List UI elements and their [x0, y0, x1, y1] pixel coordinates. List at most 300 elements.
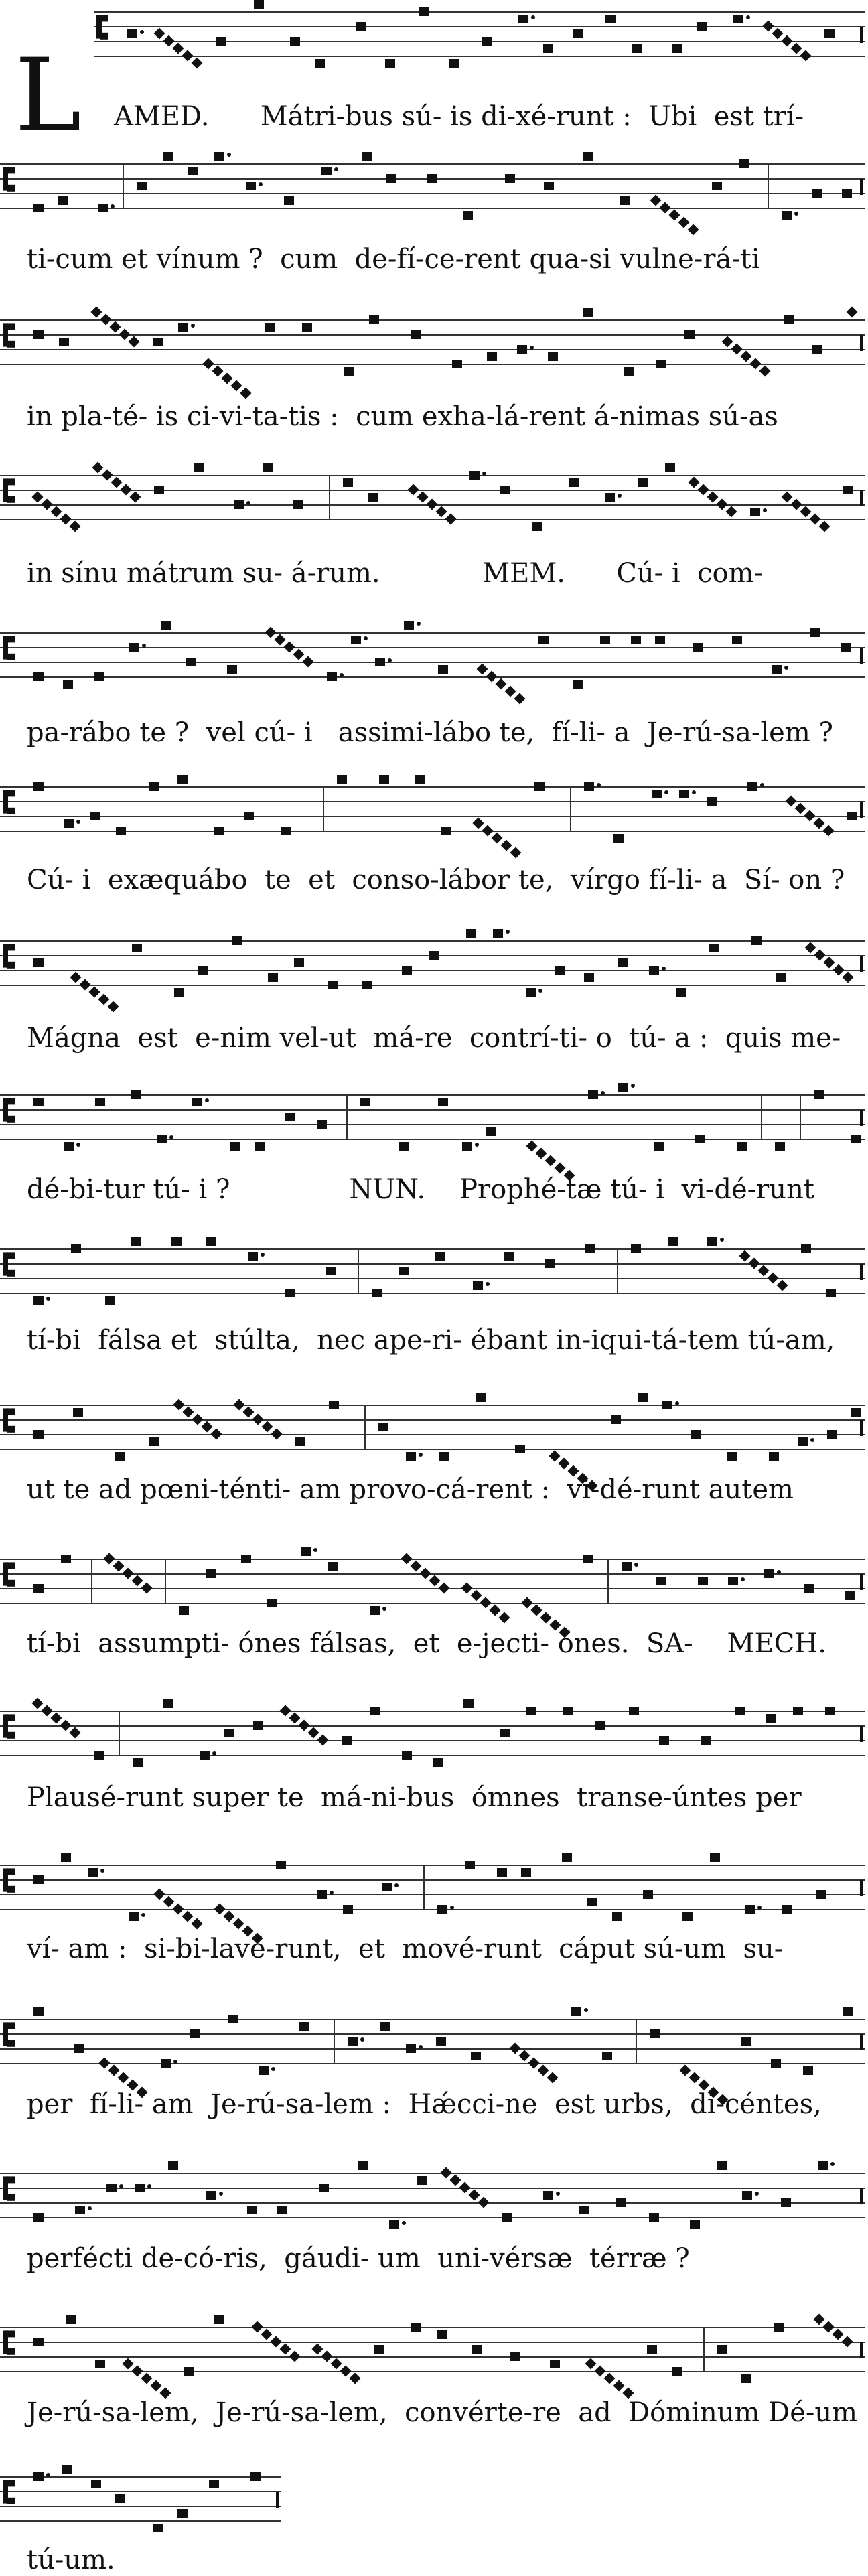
neume-diamond [417, 492, 429, 503]
neume-note [605, 15, 616, 23]
neume-dot [664, 790, 668, 794]
neume-note [294, 958, 304, 967]
neume-diamond [585, 2358, 597, 2370]
neume-note [510, 2352, 520, 2361]
neume-diamond [401, 1553, 413, 1565]
lyric-line-16: Je-rú-sa-lem, Je-rú-sa-lem, convérte-re ad Dóminum Dé-um [27, 2397, 858, 2428]
neume-note [532, 522, 542, 531]
neume-note [728, 1577, 738, 1585]
lyric-line-2: ti-cum et vínum ? cum de-fí-ce-rent qua-si vulne-rá-ti [27, 244, 760, 275]
neume-diamond [141, 2373, 153, 2384]
neume-dot [417, 622, 421, 626]
neume-note [600, 636, 610, 644]
neume-note [698, 1577, 708, 1585]
neume-note [302, 323, 312, 332]
neume-diamond [843, 972, 854, 983]
neume-note [438, 1098, 448, 1106]
neume-note [526, 1707, 536, 1715]
neume-dot [219, 2192, 223, 2196]
neume-diamond [842, 2336, 853, 2348]
neume-dot [757, 1906, 762, 1910]
neume-note [812, 189, 822, 198]
neume-diamond [604, 2373, 616, 2384]
neume-note [654, 1142, 664, 1151]
neume-note [321, 167, 332, 175]
neume-note [620, 196, 630, 205]
neume-note [327, 672, 337, 681]
neume-note [784, 315, 794, 324]
neume-diamond [795, 803, 806, 814]
neume-diamond [151, 2380, 162, 2392]
clef-head [7, 1868, 15, 1875]
neume-note [351, 636, 361, 644]
clef-head [7, 2498, 15, 2504]
neume-dot [360, 2037, 364, 2042]
neume-note [375, 658, 385, 666]
neume-note [739, 159, 749, 168]
neume-note [378, 1423, 388, 1431]
custos [860, 2188, 863, 2204]
neume-note [227, 665, 237, 674]
neume-note [285, 1289, 295, 1297]
neume-diamond [805, 942, 816, 954]
neume-diamond [234, 1399, 245, 1411]
neume-note [66, 2315, 76, 2324]
neume-diamond [678, 217, 690, 228]
neume-diamond [182, 1911, 194, 1922]
neume-diamond [445, 514, 457, 525]
neume-diamond [70, 1727, 81, 1739]
neume-dot [486, 1282, 490, 1286]
neume-diamond [411, 1561, 422, 1572]
neume-diamond [80, 979, 91, 991]
neume-note [277, 2206, 287, 2214]
neume-note [602, 2052, 612, 2060]
neume-note [299, 2022, 309, 2031]
neume-diamond [32, 492, 44, 503]
neume-diamond [252, 1414, 264, 1425]
neume-note [105, 1296, 115, 1305]
neume-diamond [791, 499, 802, 510]
neume-diamond [275, 634, 286, 646]
clef-head [7, 167, 15, 173]
neume-note [476, 1393, 486, 1402]
neume-diamond [814, 2314, 825, 2325]
neume-note [500, 486, 510, 494]
neume-diamond [280, 1705, 291, 1717]
neume-note [436, 2037, 446, 2046]
neume-diamond [262, 1421, 273, 1433]
neume-dot [46, 2473, 50, 2477]
clef-head [7, 323, 15, 330]
neume-note [622, 1562, 632, 1571]
neume-note [682, 1912, 693, 1921]
neume-note [662, 1401, 672, 1409]
neume-note [751, 936, 762, 945]
neume-note [171, 1237, 182, 1246]
neume-note [259, 2066, 269, 2075]
neume-dot [330, 1891, 334, 1895]
neume-diamond [492, 833, 503, 844]
neume-dot [830, 2162, 835, 2166]
neume-note [344, 367, 354, 376]
neume-note [370, 1606, 380, 1615]
neume-diamond [293, 649, 305, 660]
neume-note [285, 1113, 295, 1121]
neume-note [153, 338, 163, 346]
neume-note [656, 1577, 666, 1585]
neume-diamond [786, 796, 797, 807]
neume-dot [530, 346, 534, 350]
neume-dot [784, 666, 788, 670]
neume-dot [205, 1098, 209, 1102]
neume-diamond [60, 1720, 72, 1731]
neume-note [382, 1883, 392, 1891]
neume-note [188, 167, 198, 175]
neume-diamond [108, 1001, 119, 1013]
neume-diamond [42, 1705, 53, 1717]
neume-note [843, 2007, 853, 2016]
neume-note [463, 1699, 474, 1708]
neume-dot [634, 1563, 638, 1567]
neume-note [587, 1898, 597, 1906]
neume-diamond [496, 678, 507, 690]
clef-head [7, 2348, 15, 2355]
neume-diamond [183, 1407, 194, 1418]
neume-diamond [833, 964, 845, 976]
neume-note [717, 2161, 727, 2170]
neume-note [618, 958, 628, 967]
neume-note [61, 1555, 71, 1563]
neume-note [406, 2044, 416, 2053]
neume-diamond [141, 1583, 153, 1594]
neume-diamond [669, 210, 680, 221]
neume-note [328, 981, 338, 989]
neume-note [486, 1127, 496, 1136]
neume-note [59, 338, 69, 346]
lyric-line-12: Plausé-runt super te má-ni-bus ómnes transe-úntes per [27, 1782, 802, 1813]
neume-note [493, 929, 503, 938]
neume-diamond [132, 1575, 143, 1587]
neume-note [429, 951, 439, 960]
neume-note [206, 1237, 216, 1246]
neume-dot [100, 1869, 104, 1873]
neume-dot [261, 1253, 265, 1257]
neume-note [206, 2191, 216, 2200]
neume-diamond [758, 1265, 770, 1277]
neume-diamond [123, 1568, 134, 1579]
custos [860, 1726, 863, 1742]
clef-head [7, 1098, 15, 1104]
neume-diamond [528, 2058, 540, 2069]
neume-note [116, 827, 126, 835]
neume-note [851, 1135, 861, 1143]
neume-note [228, 2015, 238, 2023]
neume-note [775, 1142, 785, 1151]
neume-note [168, 2161, 178, 2170]
neume-note [343, 478, 353, 487]
neume-note [246, 182, 256, 190]
clef-head [7, 2194, 15, 2201]
neume-note [465, 1861, 475, 1869]
neume-note [595, 1721, 605, 1730]
neume-diamond [192, 1414, 204, 1425]
neume-note [693, 643, 703, 652]
neume-diamond [240, 388, 252, 399]
lyric-line-15: perfécti de-có-ris, gáudi- um uni-vérsæ térræ ? [27, 2243, 690, 2274]
neume-diamond [660, 202, 671, 214]
neume-diamond [224, 1911, 235, 1922]
neume-diamond [717, 499, 728, 510]
neume-dot [402, 2221, 406, 2225]
neume-note [487, 352, 497, 361]
clef-head [7, 1886, 15, 1893]
neume-diamond [299, 1720, 310, 1731]
neume-note [33, 1430, 44, 1439]
neume-note [247, 2206, 257, 2214]
neume-note [216, 37, 226, 46]
neume-diamond [763, 21, 774, 32]
neume-note [64, 1142, 74, 1151]
neume-note [94, 1751, 104, 1760]
clef-head [7, 185, 15, 192]
neume-note [505, 174, 515, 183]
neume-diamond [814, 818, 825, 829]
neume-dot [556, 2192, 560, 2196]
neume-note [847, 812, 857, 820]
clef-head [7, 654, 15, 660]
neume-dot [169, 1135, 173, 1139]
neume-note [64, 819, 74, 828]
neume-note [613, 834, 624, 843]
custos [860, 2034, 863, 2050]
neume-diamond [814, 950, 826, 961]
neume-note [769, 1452, 779, 1461]
neume-note [668, 1237, 678, 1246]
neume-note [265, 323, 275, 332]
neume-note [550, 2360, 560, 2368]
neume-note [399, 1142, 409, 1151]
neume-note [690, 2220, 700, 2229]
neume-note [655, 636, 665, 644]
neume-diamond [231, 380, 242, 392]
neume-note [337, 775, 347, 784]
neume-note [360, 1098, 370, 1106]
neume-dot [755, 2192, 759, 2196]
clef-head [7, 1426, 15, 1433]
neume-note [94, 672, 104, 681]
neume-note [179, 1606, 189, 1615]
neume-note [816, 1890, 826, 1899]
neume-dot [271, 2067, 275, 2071]
neume-note [281, 827, 291, 835]
neume-note [33, 2007, 44, 2016]
neume-note [473, 1281, 483, 1290]
neume-diamond [436, 506, 447, 518]
neume-diamond [760, 366, 771, 377]
neume-note [500, 1729, 510, 1737]
neume-note [497, 1868, 507, 1877]
neume-diamond [243, 1407, 255, 1418]
neume-dot [741, 1577, 745, 1581]
neume-note [115, 2494, 125, 2503]
neume-note [190, 2029, 200, 2038]
neume-note [588, 1090, 598, 1099]
neume-diamond [108, 2065, 120, 2076]
neume-note [342, 1736, 352, 1745]
neume-note [707, 797, 717, 806]
neume-note [504, 1252, 514, 1261]
neume-note [253, 1721, 263, 1730]
neume-note [845, 1591, 855, 1600]
neume-note [356, 22, 366, 31]
neume-note [33, 1875, 44, 1884]
custos [860, 335, 863, 351]
neume-dot [584, 2008, 588, 2012]
neume-diamond [510, 847, 522, 859]
neume-diamond [749, 1258, 760, 1269]
neume-note [583, 308, 593, 317]
neume-note [61, 1853, 71, 1862]
clef-head [7, 1270, 15, 1277]
neume-dot [394, 1883, 399, 1887]
neume-diamond [111, 477, 123, 488]
lyric-line-9: tí-bi fálsa et stúlta, nec ape-ri- ébant in-iqui-tá-tem tú-am, [27, 1325, 835, 1356]
neume-diamond [688, 224, 699, 236]
neume-diamond [545, 1155, 557, 1167]
neume-note [781, 2198, 791, 2207]
neume-note [133, 1758, 143, 1767]
neume-dot [662, 967, 666, 971]
neume-note [814, 1090, 824, 1099]
neume-note [526, 988, 536, 997]
neume-diamond [163, 35, 175, 47]
clef-head [7, 944, 15, 950]
neume-note [631, 636, 641, 644]
neume-dot [794, 212, 798, 216]
neume-note [818, 2161, 828, 2170]
neume-note [58, 196, 68, 205]
neume-note [319, 2184, 329, 2192]
neume-note [415, 775, 425, 784]
clef-head [7, 1580, 15, 1587]
neume-note [649, 2213, 659, 2222]
neume-note [88, 1868, 98, 1877]
neume-note [200, 1751, 210, 1760]
neume-diamond [777, 1280, 788, 1291]
neume-dot [763, 508, 767, 512]
neume-note [737, 1142, 747, 1151]
neume-note [33, 204, 44, 212]
neume-diamond [800, 506, 812, 518]
neume-note [362, 152, 372, 161]
neume-dot [746, 15, 750, 19]
neume-diamond [42, 499, 53, 510]
neume-diamond [441, 2167, 452, 2179]
neume-diamond [741, 351, 752, 362]
neume-note [824, 29, 835, 38]
clef-head [100, 15, 108, 21]
neume-dot [334, 167, 338, 171]
neume-note [284, 196, 294, 205]
neume-diamond [555, 1163, 566, 1174]
neume-note [317, 1120, 327, 1129]
neume-note [301, 1547, 311, 1556]
neume-diamond [439, 1583, 450, 1594]
neume-note [709, 944, 719, 952]
neume-note [437, 1905, 447, 1914]
neume-note [33, 2338, 44, 2346]
neume-diamond [549, 1451, 561, 1462]
neume-dot [506, 930, 510, 934]
neume-note [290, 37, 300, 46]
custos [860, 802, 863, 818]
neume-diamond [92, 462, 104, 474]
neume-diamond [782, 492, 793, 503]
neume-diamond [265, 627, 277, 638]
neume-note [33, 1098, 44, 1106]
clef-head [100, 33, 108, 40]
neume-diamond [261, 2329, 273, 2340]
neume-note [192, 1098, 202, 1106]
neume-diamond [280, 2344, 291, 2355]
neume-dot [760, 783, 764, 787]
neume-diamond [132, 2366, 143, 2377]
neume-note [605, 493, 615, 502]
neume-note [652, 790, 662, 798]
neume-note [695, 1135, 705, 1143]
neume-note [584, 782, 594, 791]
neume-dot [76, 820, 80, 824]
neume-note [441, 827, 451, 835]
neume-note [764, 1569, 774, 1578]
neume-diamond [182, 50, 194, 62]
neume-note [810, 628, 820, 637]
neume-diamond [123, 2358, 134, 2370]
neume-note [163, 152, 173, 161]
neume-note [437, 2330, 447, 2339]
neume-note [435, 1252, 445, 1261]
neume-dot [212, 1751, 216, 1756]
neume-note [616, 2198, 626, 2207]
neume-note [74, 2044, 84, 2053]
neume-diamond [478, 2197, 490, 2208]
neume-diamond [32, 1698, 44, 1709]
neume-note [326, 1267, 336, 1275]
neume-note [232, 936, 242, 945]
neume-diamond [321, 2351, 333, 2362]
neume-note [368, 493, 378, 502]
neume-diamond [689, 477, 700, 488]
neume-diamond [505, 686, 516, 697]
neume-note [471, 2052, 481, 2060]
neume-note [129, 1912, 139, 1921]
neume-diamond [222, 373, 233, 384]
neume-note [362, 981, 372, 989]
neume-diamond [163, 1896, 175, 1908]
neume-note [563, 1707, 573, 1715]
neume-note [161, 2059, 171, 2068]
neume-diamond [100, 314, 112, 326]
neume-note [178, 323, 188, 332]
neume-note [707, 1237, 717, 1246]
neume-note [717, 2345, 727, 2354]
neume-diamond [613, 2380, 625, 2392]
neume-note [389, 2220, 399, 2229]
neume-diamond [289, 1713, 301, 1724]
neume-dot [720, 1238, 724, 1242]
neume-note [115, 1452, 125, 1461]
